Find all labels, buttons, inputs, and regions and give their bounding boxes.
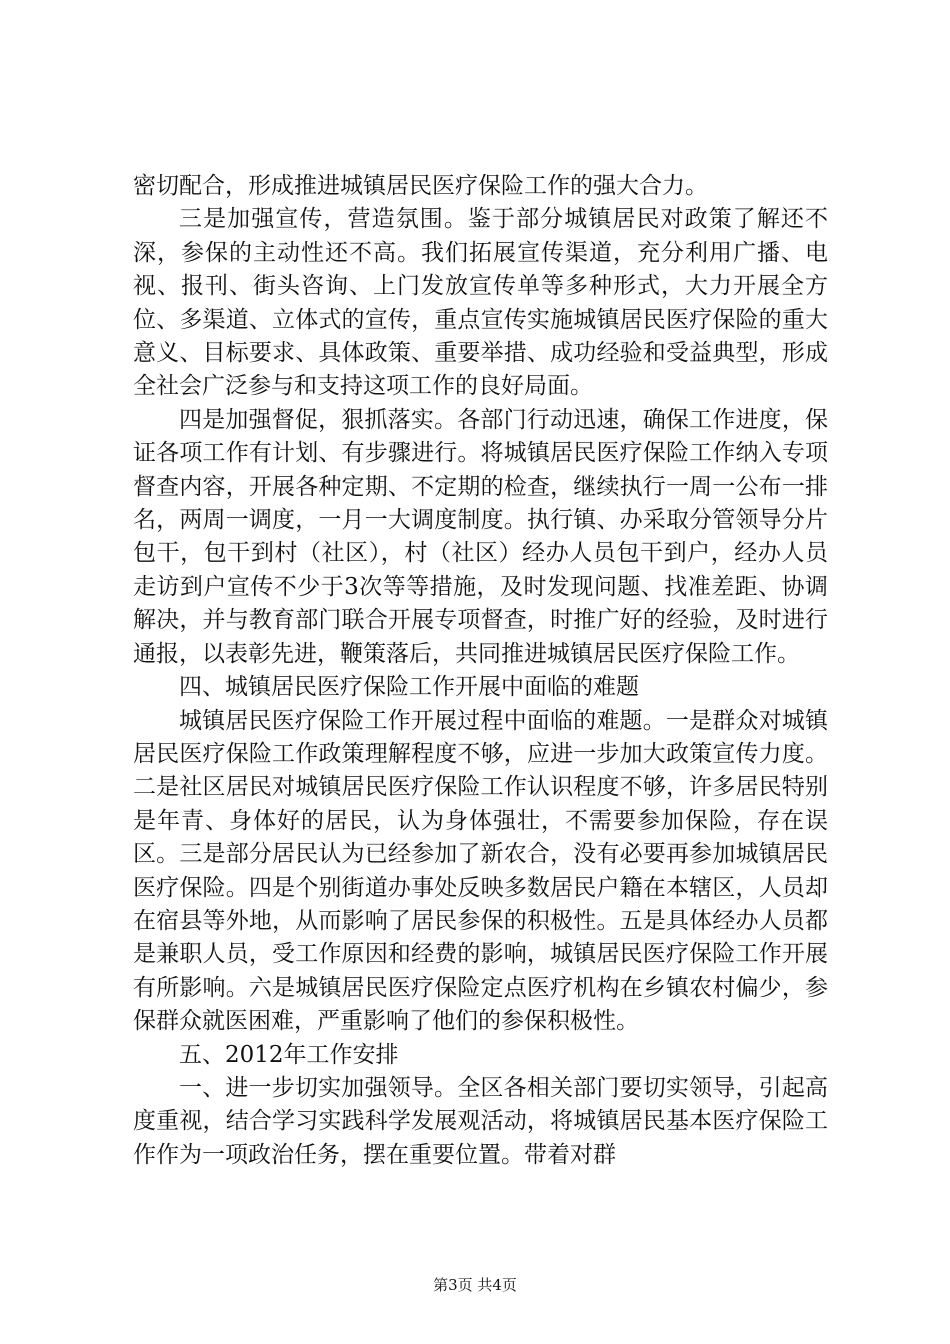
paragraph-1: 密切配合，形成推进城镇居民医疗保险工作的强大合力。 [133, 173, 708, 199]
page-footer: 第3页 共4页 [433, 1276, 517, 1294]
paragraph-2: 三是加强宣传，营造氛围。鉴于部分城镇居民对政策了解还不深，参保的主动性还不高。我们拓展宣传渠道，充分利用广播、电视、报刊、街头咨询、上门发放宣传单等多种形式，大力开展全方位、多渠道、立体式的宣传，重点宣传实施城镇居民医疗保险的重大意义、目标要求、具体政策、重要举措、成功经验和受益典型，形成全社会广泛参与和支持这项工作的良好局面。 [133, 206, 828, 400]
document-body [133, 170, 828, 1172]
section-heading-4: 四、城镇居民医疗保险工作开展中面临的难题 [179, 674, 639, 701]
paragraph-7: 一、进一步切实加强领导。全区各相关部门要切实领导，引起高度重视，结合学习实践科学发展观活动，将城镇居民基本医疗保险工作作为一项政治任务，摆在重要位置。带着对群 [133, 1074, 828, 1168]
section-heading-5: 五、2012年工作安排 [179, 1041, 399, 1068]
paragraph-5: 城镇居民医疗保险工作开展过程中面临的难题。一是群众对城镇居民医疗保险工作政策理解程度不够，应进一步加大政策宣传力度。二是社区居民对城镇居民医疗保险工作认识程度不够，许多居民特别是年青、身体好的居民，认为身体强壮，不需要参加保险，存在误区。三是部分居民认为已经参加了新农合，没有必要再参加城镇居民医疗保险。四是个别街道办事处反映多数居民户籍在本辖区，人员却在宿县等外地，从而影响了居民参保的积极性。五是具体经办人员都是兼职人员，受工作原因和经费的影响，城镇居民医疗保险工作开展有所影响。六是城镇居民医疗保险定点医疗机构在乡镇农村偏少，参保群众就医困难，严重影响了他们的参保积极性。 [133, 707, 828, 1035]
paragraph-3: 四是加强督促，狠抓落实。各部门行动迅速，确保工作进度，保证各项工作有计划、有步骤进行。将城镇居民医疗保险工作纳入专项督查内容，开展各种定期、不定期的检查，继续执行一周一公布一排名，两周一调度，一月一大调度制度。执行镇、办采取分管领导分片包干，包干到村（社区），村（社区）经办人员包干到户，经办人员走访到户宣传不少于3次等等措施，及时发现问题、找准差距、协调解决，并与教育部门联合开展专项督查，时推广好的经验，及时进行通报，以表彰先进，鞭策落后，共同推进城镇居民医疗保险工作。 [133, 406, 828, 667]
